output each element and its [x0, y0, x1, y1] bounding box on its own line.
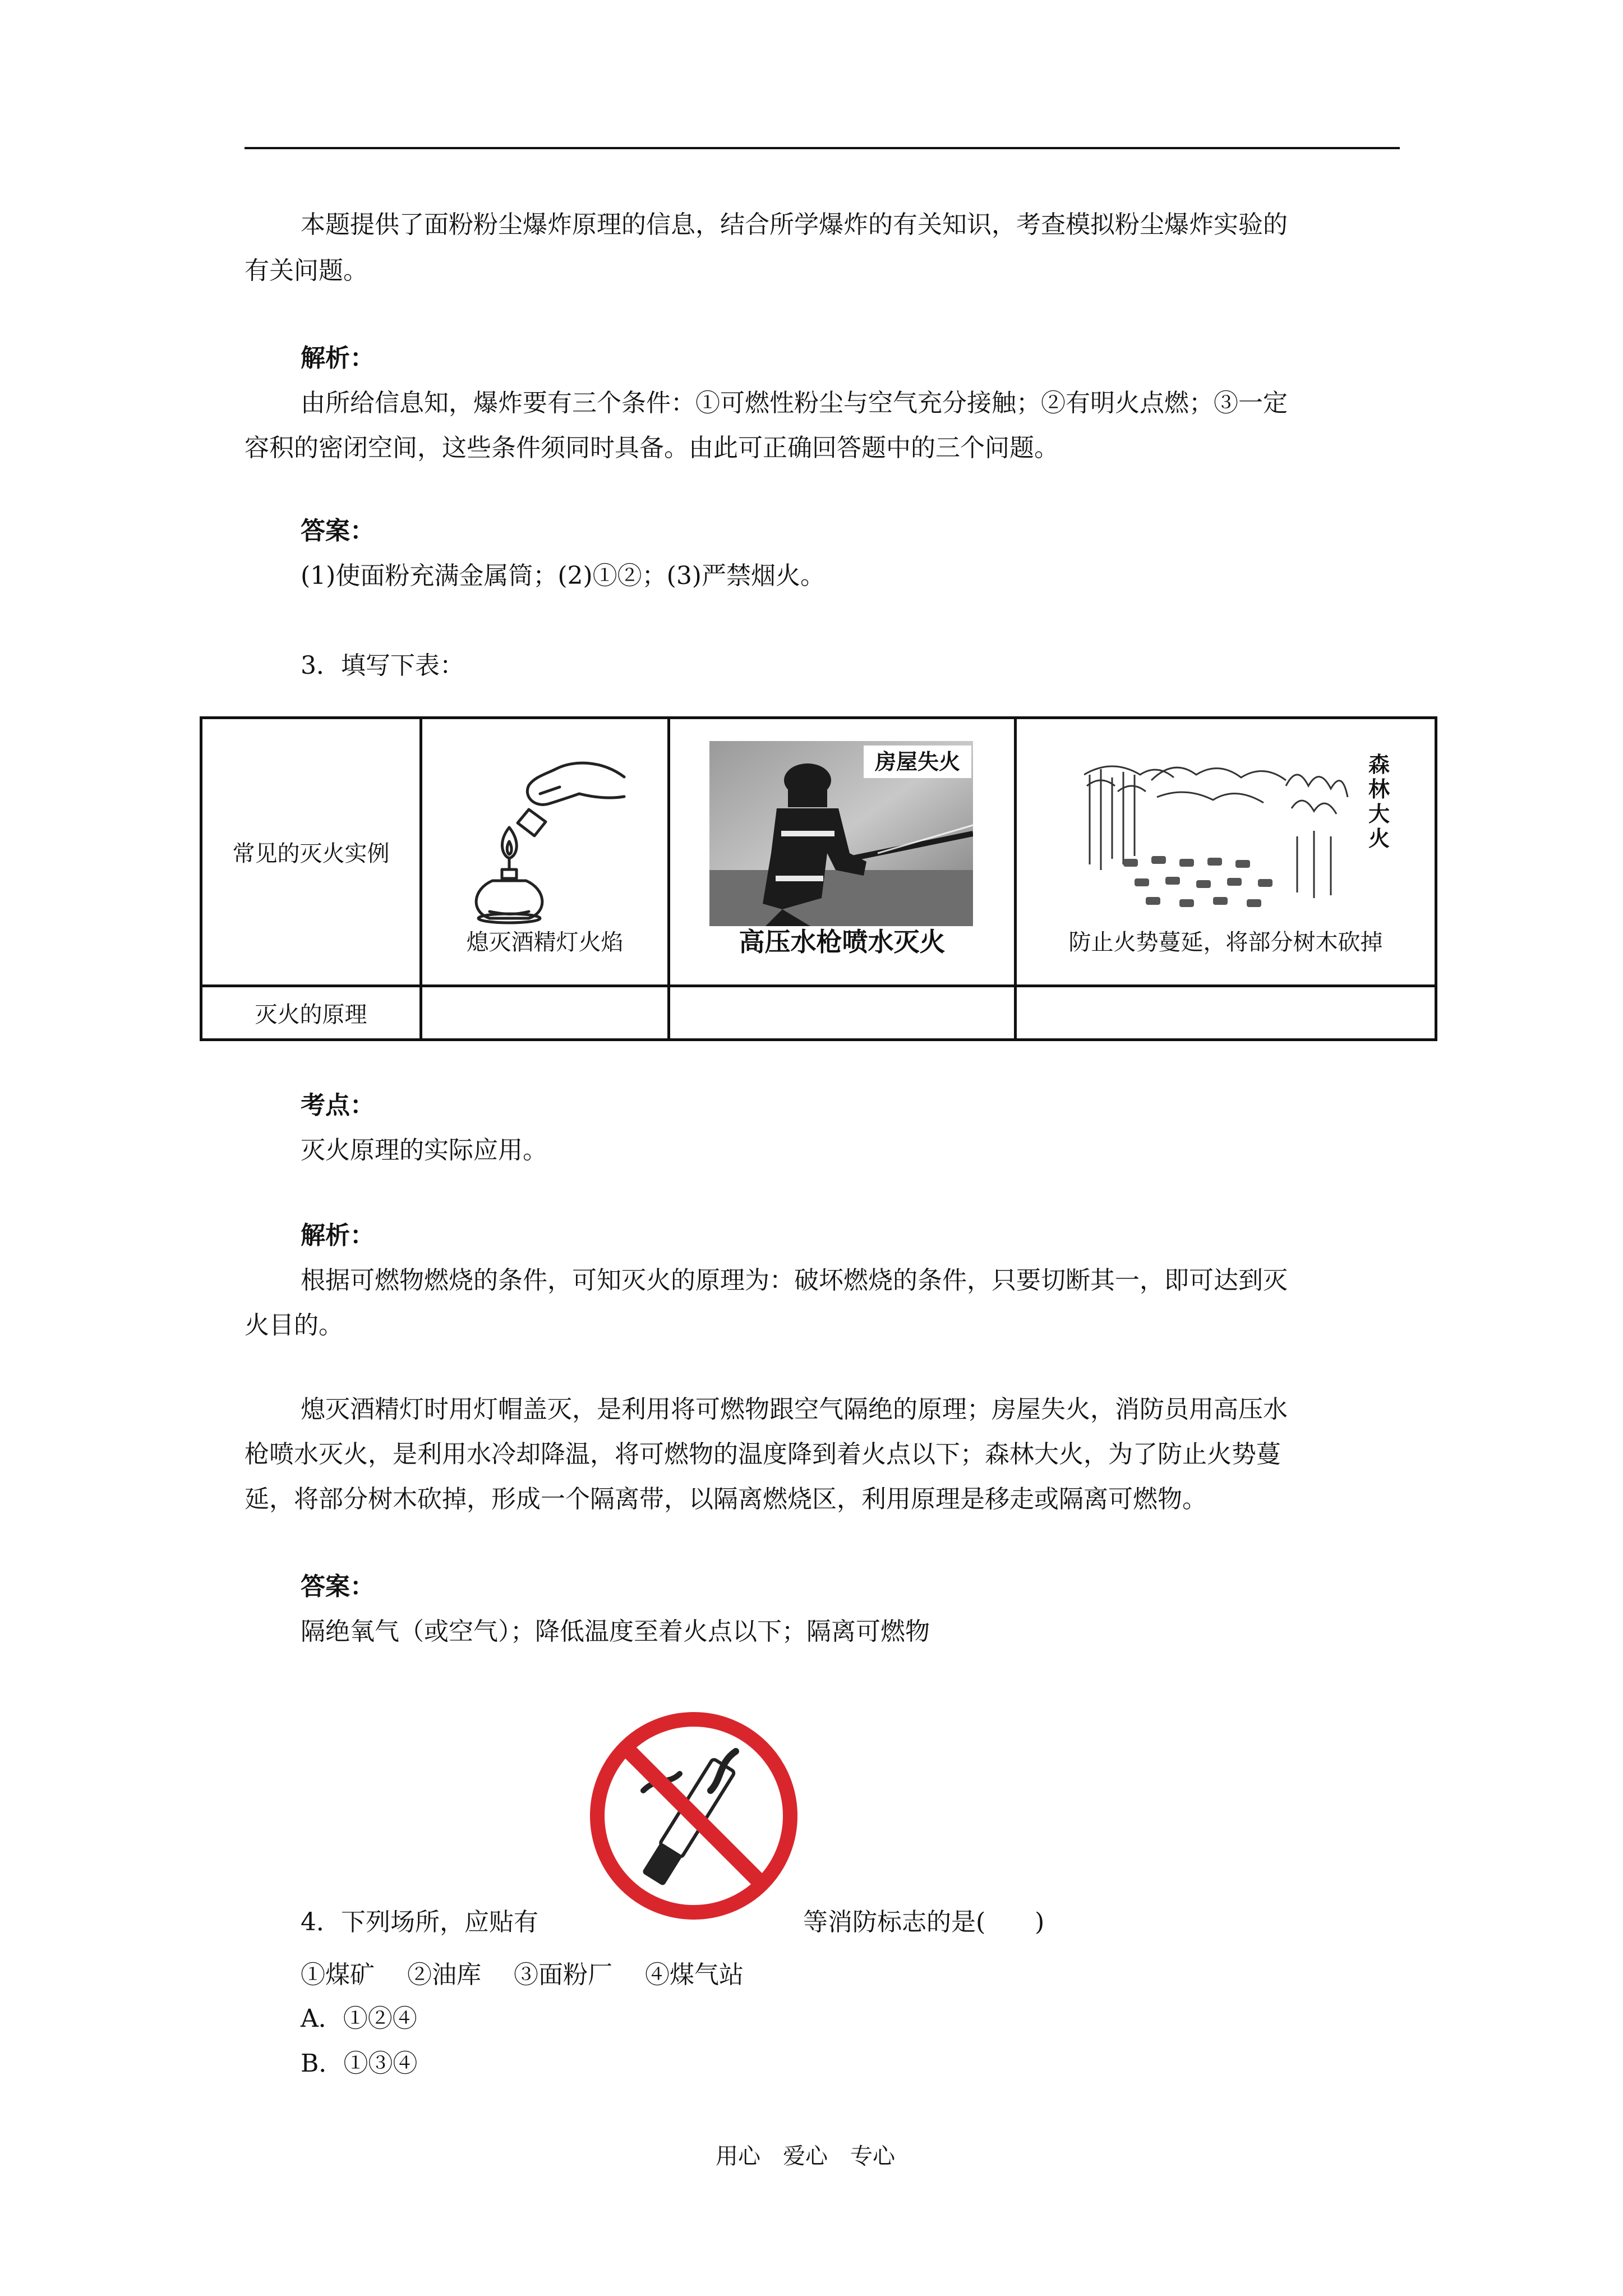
q3-answer-title: 答案： [301, 1572, 375, 1601]
table-header-principle: 灭火的原理 [201, 986, 421, 1040]
table-blank-3[interactable] [1016, 986, 1436, 1040]
q2-analysis-line-2: 容积的密闭空间，这些条件须同时具备。由此可正确回答题中的三个问题。 [245, 434, 1059, 462]
table-cell-house-fire [669, 718, 1016, 986]
alcohol-lamp-icon [450, 743, 635, 928]
table-row-examples [201, 718, 1436, 986]
caption-water-gun: 高压水枪喷水灭火 [739, 926, 946, 957]
no-smoking-sign-icon [590, 1712, 797, 1920]
intro-line-1: 本题提供了面粉粉尘爆炸原理的信息，结合所学爆炸的有关知识，考查模拟粉尘爆炸实验的 [301, 210, 1288, 239]
table-cell-alcohol-lamp [421, 718, 669, 986]
table-header-examples: 常见的灭火实例 [201, 718, 421, 986]
q2-answer-title: 答案： [301, 517, 375, 545]
q4-stem-before: 4．下列场所，应贴有 [301, 1908, 538, 1936]
q3-analysis-p1-line-2: 火目的。 [245, 1311, 343, 1340]
q4-choice-b[interactable]: B．①③④ [301, 2049, 418, 2078]
table-blank-2[interactable] [669, 986, 1016, 1040]
q3-analysis-p2-line-1: 熄灭酒精灯时用灯帽盖灭，是利用将可燃物跟空气隔绝的原理；房屋失火，消防员用高压水 [301, 1395, 1288, 1424]
fire-extinguishing-table [200, 716, 1437, 1041]
caption-cut-trees: 防止火势蔓延，将部分树木砍掉 [1068, 929, 1383, 955]
table-cell-forest-fire [1016, 718, 1436, 986]
table-row-principle [201, 986, 1436, 1040]
table-blank-1[interactable] [421, 986, 669, 1040]
page-footer: 用心 爱心 专心 [716, 2143, 895, 2169]
q3-analysis-p1-line-1: 根据可燃物燃烧的条件，可知灭火的原理为：破坏燃烧的条件，只要切断其一，即可达到灭 [301, 1266, 1288, 1295]
q2-analysis-title: 解析： [301, 344, 375, 372]
q3-kaodian-text: 灭火原理的实际应用。 [301, 1136, 547, 1165]
q4-options: ①煤矿 ②油库 ③面粉厂 ④煤气站 [301, 1961, 744, 1989]
q3-kaodian-title: 考点： [301, 1091, 375, 1120]
firefighter-photo [709, 741, 973, 926]
label-house-fire: 房屋失火 [874, 749, 961, 774]
q4-choice-a[interactable]: A．①②④ [301, 2004, 417, 2033]
forest-fire-drawing [1084, 752, 1376, 915]
intro-line-2: 有关问题。 [245, 256, 368, 285]
label-forest-fire: 森林大火 [1368, 752, 1390, 851]
q3-prompt: 3．填写下表： [301, 651, 464, 680]
q2-answer-text: (1)使面粉充满金属筒；(2)①②；(3)严禁烟火。 [301, 562, 825, 590]
header-rule [245, 147, 1400, 149]
q3-analysis-p2-line-3: 延，将部分树木砍掉，形成一个隔离带，以隔离燃烧区，利用原理是移走或隔离可燃物。 [245, 1485, 1207, 1513]
q3-answer-text: 隔绝氧气（或空气）；降低温度至着火点以下；隔离可燃物 [301, 1617, 930, 1646]
caption-alcohol-lamp: 熄灭酒精灯火焰 [466, 929, 624, 955]
q2-analysis-line-1: 由所给信息知，爆炸要有三个条件：①可燃性粉尘与空气充分接触；②有明火点燃；③一定 [301, 389, 1288, 417]
q4-stem-after: 等消防标志的是( ) [803, 1908, 1045, 1936]
q3-analysis-title: 解析： [301, 1221, 375, 1250]
q3-analysis-p2-line-2: 枪喷水灭火，是利用水冷却降温，将可燃物的温度降到着火点以下；森林大火，为了防止火势蔓 [245, 1440, 1281, 1469]
